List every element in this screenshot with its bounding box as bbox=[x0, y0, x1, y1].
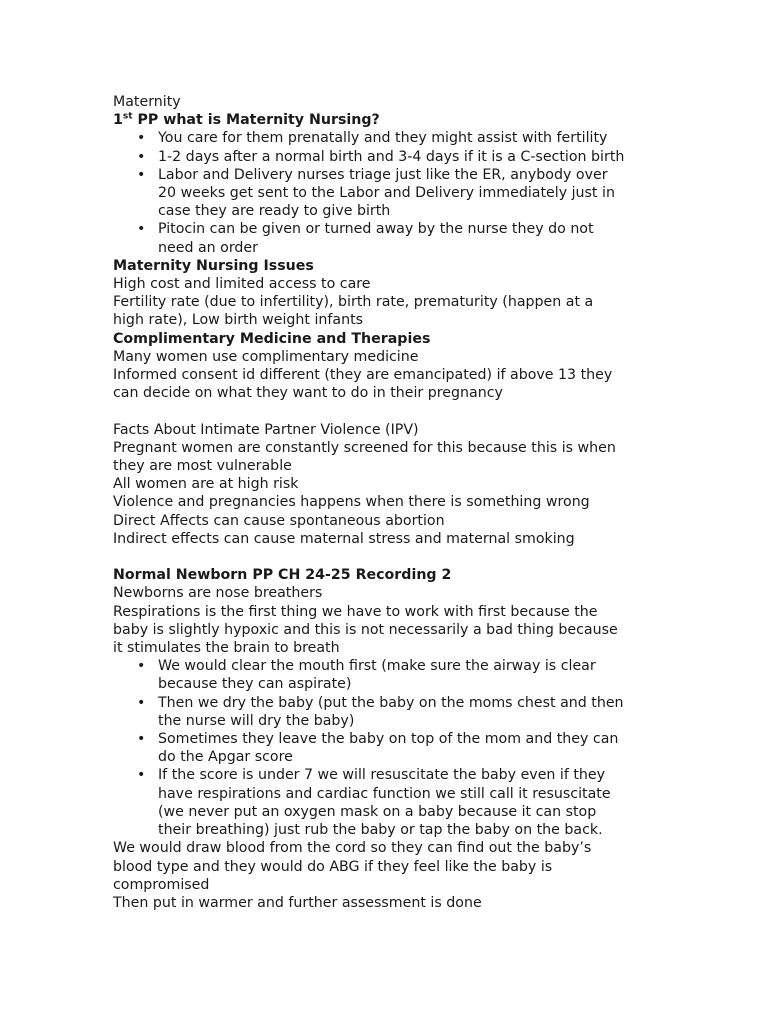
bullet-item bbox=[113, 730, 658, 766]
newborn-bullet-list bbox=[113, 657, 658, 839]
text-line: Newborns are nose breathers bbox=[113, 585, 323, 602]
text-line: can decide on what they want to do in their pregnancy bbox=[113, 385, 503, 402]
doc-title: Maternity bbox=[113, 94, 181, 110]
document-page bbox=[113, 93, 658, 912]
bullet-text-line: because they can aspirate) bbox=[158, 676, 352, 693]
text-line: high rate), Low birth weight infants bbox=[113, 312, 364, 329]
bullet-text-line: Labor and Delivery nurses triage just like the ER, anybody over bbox=[158, 166, 608, 183]
bullet-text-line: We would clear the mouth first (make sure the airway is clear bbox=[158, 658, 596, 675]
bullet-item bbox=[113, 657, 658, 693]
complimentary-block bbox=[113, 348, 658, 403]
text-line: We would draw blood from the cord so they can find out the baby’s bbox=[113, 840, 592, 857]
bullet-dot-icon: • bbox=[137, 148, 146, 165]
bullet-dot-icon: • bbox=[137, 130, 146, 147]
bullet-dot-icon: • bbox=[137, 767, 146, 784]
bullet-dot-icon: • bbox=[137, 166, 146, 183]
text-line: Respirations is the first thing we have to work with first because the bbox=[113, 603, 598, 620]
text-line: Direct Affects can cause spontaneous abortion bbox=[113, 512, 445, 529]
text-line: Then put in warmer and further assessment is done bbox=[113, 894, 482, 911]
bullet-text-line: do the Apgar score bbox=[158, 749, 293, 766]
text-line: Facts About Intimate Partner Violence (IPV) bbox=[113, 421, 419, 438]
heading-issues: Maternity Nursing Issues bbox=[113, 257, 314, 274]
bullet-item bbox=[113, 766, 658, 839]
bullet-text-line: have respirations and cardiac function we still call it resuscitate bbox=[158, 785, 611, 802]
bullet-text-line: You care for them prenatally and they might assist with fertility bbox=[158, 130, 608, 147]
bullet-dot-icon: • bbox=[137, 658, 146, 675]
bullet-text-line: 20 weeks get sent to the Labor and Delivery immediately just in bbox=[158, 185, 615, 202]
bullet-text-line: Then we dry the baby (put the baby on the moms chest and then bbox=[158, 694, 624, 711]
bullet-item bbox=[113, 129, 658, 147]
bullet-text-line: Sometimes they leave the baby on top of the mom and they can bbox=[158, 731, 619, 748]
text-line: it stimulates the brain to breath bbox=[113, 640, 340, 657]
text-line: baby is slightly hypoxic and this is not necessarily a bad thing because bbox=[113, 621, 618, 638]
blank-line bbox=[113, 402, 658, 420]
intro-bullet-list bbox=[113, 129, 658, 256]
text-line: Many women use complimentary medicine bbox=[113, 348, 419, 365]
text-line: High cost and limited access to care bbox=[113, 276, 371, 293]
newborn-block bbox=[113, 584, 658, 657]
bullet-text-line: their breathing) just rub the baby or tap the baby on the back. bbox=[158, 822, 603, 839]
text-line: they are most vulnerable bbox=[113, 458, 292, 475]
heading-maternity-nursing: 1st PP what is Maternity Nursing? bbox=[113, 111, 380, 129]
bullet-text-line: case they are ready to give birth bbox=[158, 203, 391, 220]
text-line: Violence and pregnancies happens when there is something wrong bbox=[113, 494, 590, 511]
bullet-item bbox=[113, 148, 658, 166]
heading-complimentary: Complimentary Medicine and Therapies bbox=[113, 330, 431, 347]
text-line: Pregnant women are constantly screened for this because this is when bbox=[113, 439, 616, 456]
issues-block bbox=[113, 275, 658, 330]
bullet-text-line: 1-2 days after a normal birth and 3-4 days if it is a C-section birth bbox=[158, 148, 625, 165]
text-line: All women are at high risk bbox=[113, 476, 299, 493]
bullet-dot-icon: • bbox=[137, 694, 146, 711]
bullet-dot-icon: • bbox=[137, 221, 146, 238]
text-line: Fertility rate (due to infertility), birth rate, prematurity (happen at a bbox=[113, 294, 594, 311]
heading-newborn: Normal Newborn PP CH 24-25 Recording 2 bbox=[113, 567, 452, 584]
bullet-item bbox=[113, 694, 658, 730]
bullet-text-line: need an order bbox=[158, 239, 258, 256]
bullet-text-line: (we never put an oxygen mask on a baby because it can stop bbox=[158, 803, 597, 820]
closing-block bbox=[113, 839, 658, 912]
bullet-item bbox=[113, 166, 658, 221]
text-line: blood type and they would do ABG if they feel like the baby is bbox=[113, 858, 553, 875]
text-line: Informed consent id different (they are emancipated) if above 13 they bbox=[113, 367, 613, 384]
text-line: Indirect effects can cause maternal stress and maternal smoking bbox=[113, 530, 575, 547]
bullet-text-line: Pitocin can be given or turned away by the nurse they do not bbox=[158, 221, 594, 238]
blank-line bbox=[113, 548, 658, 566]
ipv-block bbox=[113, 421, 658, 548]
bullet-text-line: If the score is under 7 we will resuscitate the baby even if they bbox=[158, 767, 606, 784]
bullet-text-line: the nurse will dry the baby) bbox=[158, 712, 355, 729]
bullet-item bbox=[113, 220, 658, 256]
bullet-dot-icon: • bbox=[137, 731, 146, 748]
text-line: compromised bbox=[113, 876, 210, 893]
